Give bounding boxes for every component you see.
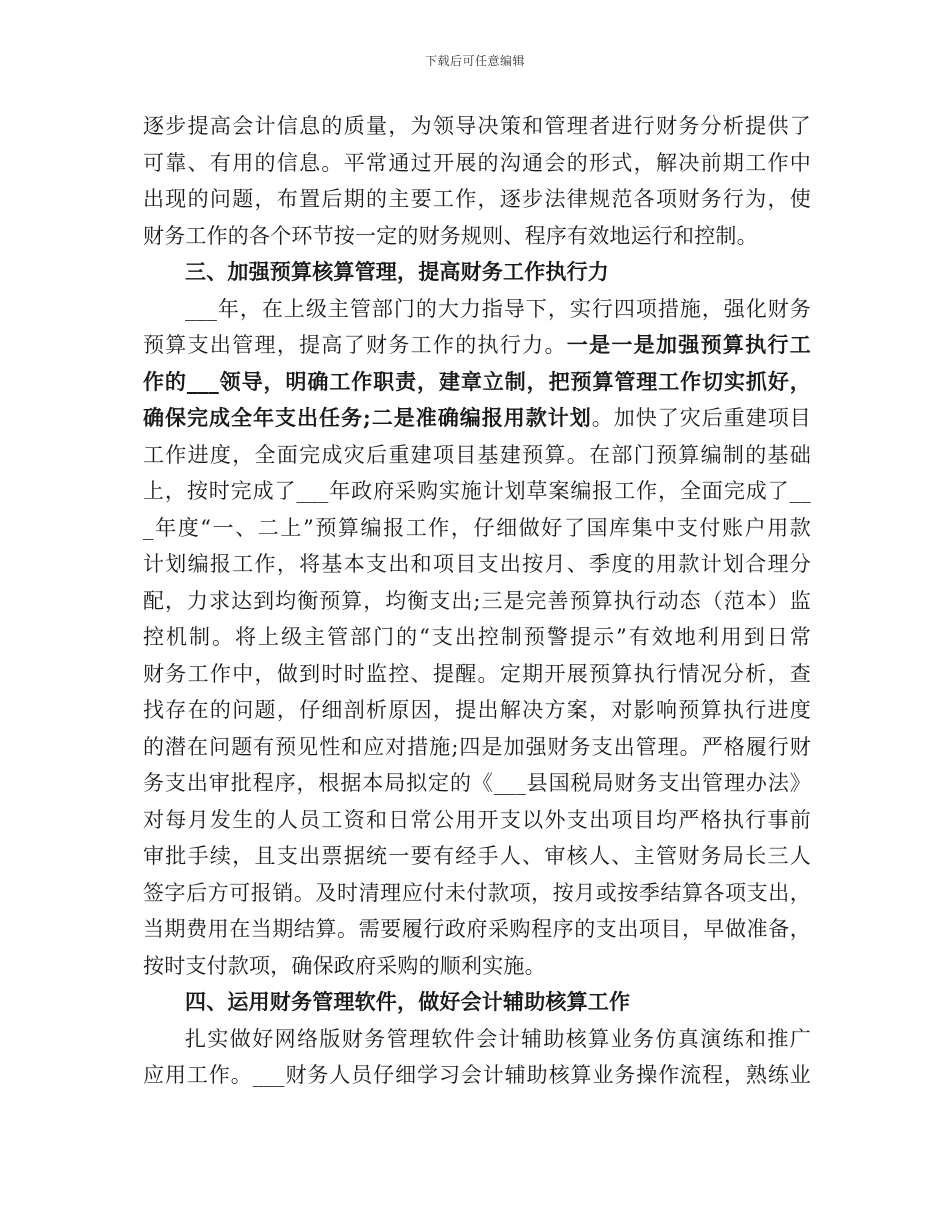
paragraph-line: 应用工作。___财务人员仔细学习会计辅助核算业务操作流程，熟练业 <box>143 1063 811 1087</box>
paragraph-line: 财务工作的各个环节按一定的财务规则、程序有效地运行和控制。 <box>143 223 758 248</box>
paragraph-line: _年度“一、二上”预算编报工作，仔细做好了国库集中支付账户用款 <box>143 515 811 540</box>
paragraph-line: 当期费用在当期结算。需要履行政府采购程序的支出项目，早做准备， <box>143 917 811 941</box>
paragraph-line: 务支出审批程序，根据本局拟定的《___县国税局财务支出管理办法》 <box>143 771 811 795</box>
paragraph-line: 预算支出管理，提高了财务工作的执行力。一是一是加强预算执行工 <box>143 332 811 357</box>
paragraph-line <box>143 364 811 401</box>
paragraph-line: 控机制。将上级主管部门的“支出控制预警提示”有效地利用到日常 <box>143 625 811 649</box>
paragraph-line: 扎实做好网络版财务管理软件会计辅助核算业务仿真演练和推广 <box>185 1026 811 1051</box>
bold-text: 作的___领导，明确工作职责，建章立制，把预算管理工作切实抓好， <box>143 368 811 394</box>
paragraph-line: 的潜在问题有预见性和应对措施;四是加强财务支出管理。严格履行财 <box>143 734 811 759</box>
paragraph-line: 财务工作中，做到时时监控、提醒。定期开展预算执行情况分析，查 <box>143 661 811 686</box>
paragraph-line: 出现的问题，布置后期的主要工作，逐步法律规范各项财务行为，使 <box>143 187 811 211</box>
document-body <box>143 108 811 1094</box>
section-heading-4: 四、运用财务管理软件，做好会计辅助核算工作 <box>185 989 631 1014</box>
paragraph-line: 审批手续，且支出票据统一要有经手人、审核人、主管财务局长三人 <box>143 844 811 868</box>
paragraph-line: 计划编报工作，将基本支出和项目支出按月、季度的用款计划合理分 <box>143 552 811 576</box>
paragraph-line: 对每月发生的人员工资和日常公用开支以外支出项目均严格执行事前 <box>143 807 811 832</box>
page-header: 下载后可任意编辑 <box>424 54 525 68</box>
paragraph-line: 配，力求达到均衡预算，均衡支出;三是完善预算执行动态（范本）监 <box>143 588 811 613</box>
paragraph-line: 按时支付款项，确保政府采购的顺利实施。 <box>143 953 546 978</box>
paragraph-line: 确保完成全年支出任务;二是准确编报用款计划。加快了灾后重建项目 <box>143 405 812 430</box>
paragraph-line: 上，按时完成了___年政府采购实施计划草案编报工作，全面完成了__ <box>143 479 811 503</box>
paragraph-line: 工作进度，全面完成灾后重建项目基建预算。在部门预算编制的基础 <box>143 442 811 467</box>
section-heading-3: 三、加强预算核算管理，提高财务工作执行力 <box>185 259 609 284</box>
paragraph-line: 可靠、有用的信息。平常通过开展的沟通会的形式，解决前期工作中 <box>143 150 811 175</box>
bold-text: 一是一是加强预算执行工 <box>566 332 811 357</box>
paragraph-line: 签字后方可报销。及时清理应付未付款项，按月或按季结算各项支出， <box>143 880 811 905</box>
bold-text: 确保完成全年支出任务;二是准确编报用款计划 <box>143 405 592 430</box>
paragraph-line: 找存在的问题，仔细剖析原因，提出解决方案，对影响预算执行进度 <box>143 698 811 722</box>
paragraph-line: ___年，在上级主管部门的大力指导下，实行四项措施，强化财务 <box>185 296 811 321</box>
paragraph-line: 逐步提高会计信息的质量，为领导决策和管理者进行财务分析提供了 <box>143 114 811 138</box>
